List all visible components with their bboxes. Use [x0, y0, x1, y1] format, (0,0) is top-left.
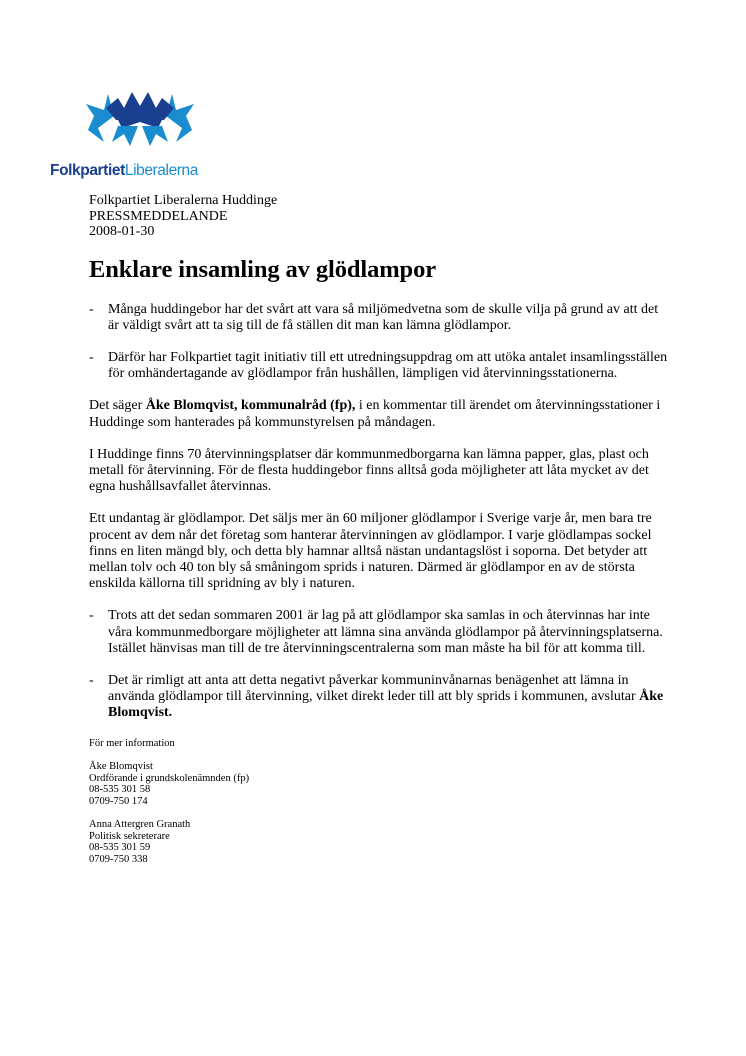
party-logo-wordmark	[50, 162, 198, 180]
bullet-text: Därför har Folkpartiet tagit initiativ till ett utredningsuppdrag om att utöka antalet insamlingsställen för omhändertagande av glödlampor från hushållen, lämpligen vid återvinningsstationerna.	[108, 349, 668, 382]
paragraph-recycling-sites: I Huddinge finns 70 återvinningsplatser där kommunmedborgarna kan lämna papper, glas, plast och metall för återvinning. För de flesta huddingebor finns alltså goda möjligheter att låta mycket av det egna hushållsavfallet återvinnas.	[89, 446, 649, 495]
bullet-text: Många huddingebor har det svårt att vara så miljömedvetna som de skulle vilja på grund av att det är väldigt svårt att ta sig till de få ställen dit man kan lämna glödlampor.	[108, 301, 659, 333]
speaker-name: Åke Blomqvist, kommunalråd (fp),	[145, 398, 356, 414]
contact-name: Åke Blomqvist	[89, 761, 153, 773]
list-item	[89, 350, 669, 382]
list-item	[89, 673, 669, 722]
header-block	[89, 193, 669, 240]
info-heading: För mer information	[89, 737, 175, 749]
contact-mobile: 0709-750 174	[89, 795, 148, 807]
contact-mobile: 0709-750 338	[89, 853, 148, 865]
organization-name: Folkpartiet Liberalerna Huddinge	[89, 193, 278, 208]
logo-star-right-icon	[166, 94, 194, 142]
logo-star-left-icon	[86, 94, 114, 142]
logo-word-liberalerna: Liberalerna	[124, 162, 198, 179]
bullet-text	[108, 673, 663, 720]
contact-footer	[89, 738, 669, 866]
paragraph-quote-attribution	[89, 398, 669, 430]
list-item	[89, 302, 669, 334]
bullet-dash: -	[89, 608, 94, 624]
contact-name: Anna Attergren Granath	[89, 819, 191, 831]
paragraph-text: Det säger	[89, 398, 146, 414]
party-star-logo-icon	[84, 86, 196, 150]
list-item	[89, 608, 669, 657]
logo-crown-icon	[106, 92, 174, 120]
contact-role: Politisk sekreterare	[89, 830, 170, 842]
logo-lower-right-icon	[142, 126, 168, 146]
contact-phone: 08-535 301 59	[89, 842, 151, 854]
speaker-name: Åke Blomqvist.	[108, 689, 664, 721]
contact-phone: 08-535 301 58	[89, 784, 151, 796]
contact-role: Ordförande i grundskolenämnden (fp)	[89, 772, 250, 784]
logo-word-folkpartiet: Folkpartiet	[50, 162, 125, 179]
bullet-text-main: Det är rimligt att anta att detta negativt påverkar kommuninvånarnas benägenhet att lämna in använda glödlampor till återvinning, vilket direkt leder till att bly sprids i kommunen, avslutar	[108, 672, 640, 705]
press-release-body	[89, 193, 669, 865]
bullet-text: Trots att det sedan sommaren 2001 är lag på att glödlampor ska samlas in och återvinnas har inte våra kommunmedborgare möjligheter att lämna sina använda glödlampor på återvinningsplatserna. Istället hänvisas man till de tre återvinningscentralerna som man måste ha bil för att komma till.	[108, 608, 663, 656]
paragraph-text: i en kommentar till ärendet om återvinningsstationer i Huddinge som hanterades på kommunstyrelsen på måndagen.	[89, 398, 661, 430]
logo-lower-left-icon	[112, 126, 138, 146]
paragraph-light-bulbs: Ett undantag är glödlampor. Det säljs mer än 60 miljoner glödlampor i Sverige varje år, men bara tre procent av dem når det företag som hanterar återvinningen av glödlampor. I varje glödlampas sockel finns en liten mängd bly, och detta bly hamnar alltså nästan undantagslöst i soporna. Det betyder att mellan tolv och 40 ton bly så småningom sprids i naturen. Därmed är glödlampor en av de största enskilda källorna till spridning av bly i naturen.	[89, 511, 652, 592]
bullet-dash: -	[89, 349, 94, 365]
bullet-dash: -	[89, 301, 94, 317]
page-title: Enklare insamling av glödlampor	[89, 255, 436, 283]
release-date: 2008-01-30	[89, 224, 155, 239]
document-type: PRESSMEDDELANDE	[89, 208, 228, 224]
bullet-dash: -	[89, 672, 94, 688]
